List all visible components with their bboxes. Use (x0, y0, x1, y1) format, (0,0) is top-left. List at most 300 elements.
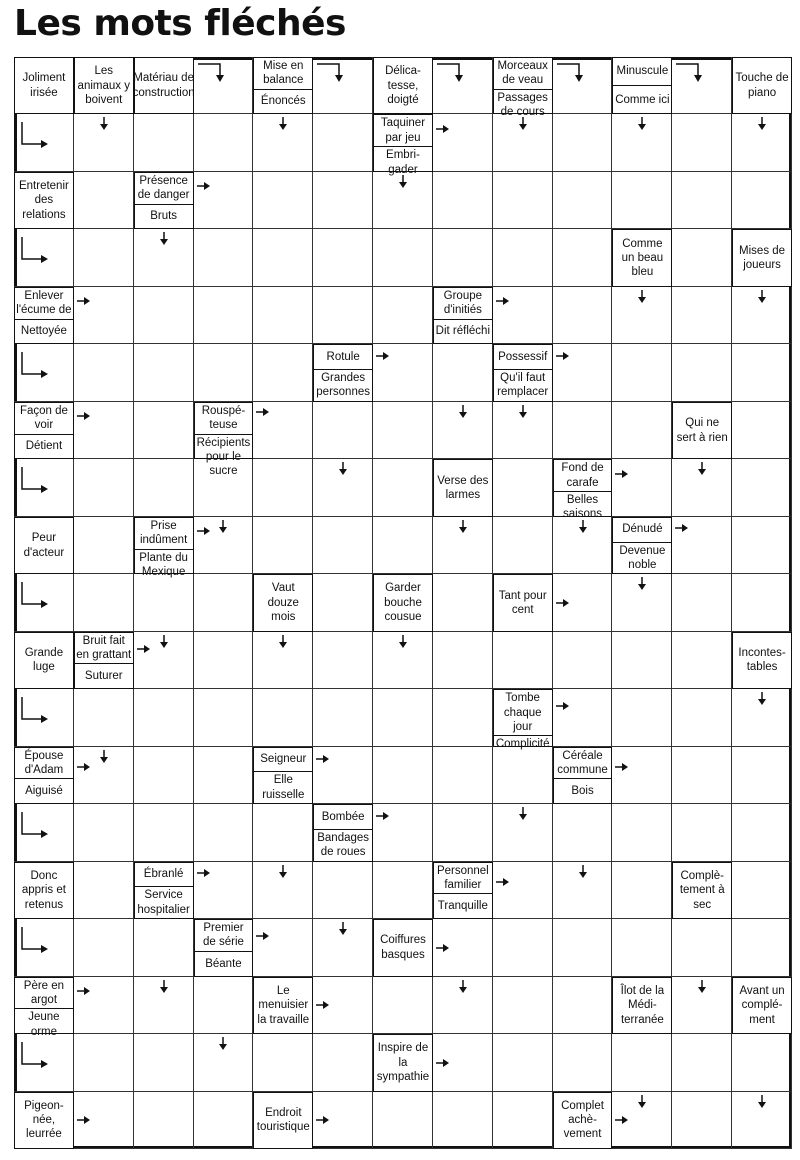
answer-cell[interactable] (553, 287, 613, 344)
right-arrow-icon (256, 931, 270, 941)
clue-cell (74, 632, 134, 689)
answer-cell[interactable] (553, 977, 613, 1034)
answer-cell[interactable] (612, 172, 672, 229)
answer-cell[interactable] (134, 1092, 194, 1149)
answer-cell[interactable] (672, 287, 732, 344)
answer-cell[interactable] (672, 747, 732, 804)
down-arrow-icon (159, 232, 169, 246)
clue-text: Présence de danger (137, 174, 190, 202)
clue-cell (14, 287, 74, 344)
clue-text: Tombe chaque jour (503, 692, 542, 733)
answer-cell[interactable] (672, 804, 732, 861)
right-arrow-icon (556, 598, 570, 608)
answer-cell[interactable] (194, 977, 254, 1034)
down-arrow-icon (458, 980, 468, 994)
clue-text: Avant un complé-ment (739, 984, 785, 1026)
clue-cell (433, 287, 493, 344)
down-arrow-icon (518, 117, 528, 131)
answer-cell[interactable] (373, 747, 433, 804)
clue-cell (732, 57, 792, 114)
bent-right-arrow-icon (20, 697, 52, 727)
clue-text: Passages de cours (494, 89, 552, 121)
clue-text: Bois (554, 778, 612, 803)
clue-text: Détient (15, 434, 73, 459)
answer-cell[interactable] (672, 1034, 732, 1091)
down-arrow-icon (458, 405, 468, 419)
clue-text: Seigneur (260, 753, 307, 766)
clue-cell (14, 517, 74, 574)
right-arrow-icon (77, 762, 91, 772)
answer-cell[interactable] (373, 402, 433, 459)
right-arrow-icon (316, 754, 330, 764)
right-arrow-icon (376, 811, 390, 821)
right-arrow-icon (316, 1115, 330, 1125)
right-arrow-icon (615, 762, 629, 772)
clue-text: Coiffures basques (380, 934, 426, 961)
clue-cell (14, 977, 74, 1038)
answer-cell[interactable] (253, 517, 313, 574)
clue-cell (134, 172, 194, 229)
clue-cell (134, 517, 194, 578)
answer-cell[interactable] (553, 229, 613, 286)
answer-cell[interactable] (134, 574, 194, 631)
answer-cell[interactable] (612, 747, 672, 804)
clue-text: Céréale commune (557, 749, 608, 777)
clue-text: Verse des larmes (437, 474, 489, 502)
answer-cell[interactable] (313, 1034, 373, 1091)
answer-cell[interactable] (493, 747, 553, 804)
bent-right-arrow-icon (20, 812, 52, 842)
down-arrow-icon (757, 290, 767, 304)
answer-cell[interactable] (732, 862, 792, 919)
answer-cell[interactable] (612, 1034, 672, 1091)
answer-cell[interactable] (553, 114, 613, 171)
answer-cell[interactable] (134, 402, 194, 459)
answer-cell[interactable] (732, 747, 792, 804)
bent-right-arrow-icon (20, 352, 52, 382)
right-arrow-icon (675, 523, 689, 533)
clue-cell (732, 977, 792, 1034)
clue-text: Îlot de la Médi-terranée (620, 984, 665, 1026)
answer-cell[interactable] (253, 287, 313, 344)
answer-cell[interactable] (313, 689, 373, 746)
right-arrow-icon (77, 986, 91, 996)
answer-cell[interactable] (553, 689, 613, 746)
bent-right-arrow-icon (20, 927, 52, 957)
answer-cell[interactable] (732, 517, 792, 574)
clue-text: Mise en balance (263, 60, 304, 87)
down-arrow-icon (218, 520, 228, 534)
clue-cell (14, 1092, 74, 1149)
answer-cell[interactable] (194, 574, 254, 631)
answer-cell[interactable] (313, 114, 373, 171)
clue-cell (14, 57, 74, 114)
clue-cell (612, 977, 672, 1034)
answer-cell[interactable] (612, 689, 672, 746)
clue-cell (373, 114, 433, 176)
clue-text: Comme ici (613, 85, 671, 113)
answer-cell[interactable] (194, 747, 254, 804)
answer-cell[interactable] (134, 114, 194, 171)
answer-cell[interactable] (134, 919, 194, 976)
right-arrow-icon (615, 1115, 629, 1125)
answer-cell[interactable] (672, 229, 732, 286)
clue-text: Plante du Mexique (135, 549, 193, 581)
answer-cell[interactable] (433, 344, 493, 401)
down-arrow-icon (159, 635, 169, 649)
answer-cell[interactable] (313, 402, 373, 459)
down-arrow-icon (697, 980, 707, 994)
bent-right-arrow-icon (20, 467, 52, 497)
clue-cell (732, 229, 792, 286)
right-arrow-icon (197, 181, 211, 191)
answer-cell[interactable] (732, 574, 792, 631)
clue-cell (194, 402, 254, 478)
down-arrow-icon (757, 692, 767, 706)
clue-text: Endroit touristique (256, 1106, 310, 1134)
clue-text: Comme un beau bleu (621, 237, 664, 279)
answer-cell[interactable] (74, 344, 134, 401)
down-arrow-icon (218, 1037, 228, 1051)
clue-text: Elle ruisselle (254, 771, 312, 803)
answer-cell[interactable] (672, 632, 732, 689)
bent-down-arrow-icon (676, 62, 708, 84)
answer-cell[interactable] (553, 804, 613, 861)
clue-text: Minuscule (616, 65, 669, 78)
answer-cell[interactable] (612, 344, 672, 401)
answer-cell[interactable] (313, 574, 373, 631)
bent-right-arrow-icon (20, 582, 52, 612)
answer-cell[interactable] (74, 804, 134, 861)
clue-cell (493, 689, 553, 751)
answer-cell[interactable] (493, 632, 553, 689)
right-arrow-icon (137, 644, 151, 654)
answer-cell[interactable] (74, 172, 134, 229)
right-arrow-icon (496, 877, 510, 887)
answer-cell[interactable] (253, 344, 313, 401)
down-arrow-icon (697, 462, 707, 476)
bent-down-arrow-icon (198, 62, 230, 84)
bent-right-arrow-icon (20, 1042, 52, 1072)
down-arrow-icon (338, 462, 348, 476)
answer-cell[interactable] (553, 402, 613, 459)
clue-cell (493, 574, 553, 631)
clue-cell (612, 57, 672, 114)
down-arrow-icon (637, 117, 647, 131)
answer-cell[interactable] (373, 459, 433, 516)
clue-text: Complet achè-vement (561, 1099, 604, 1141)
answer-cell[interactable] (493, 517, 553, 574)
answer-cell[interactable] (493, 977, 553, 1034)
bent-down-arrow-icon (557, 62, 589, 84)
clue-cell (373, 1034, 433, 1091)
answer-cell[interactable] (253, 459, 313, 516)
answer-cell[interactable] (672, 574, 732, 631)
answer-cell[interactable] (732, 344, 792, 401)
answer-cell[interactable] (553, 632, 613, 689)
down-arrow-icon (518, 405, 528, 419)
answer-cell[interactable] (194, 229, 254, 286)
clue-cell (74, 57, 134, 114)
answer-cell[interactable] (732, 459, 792, 516)
answer-cell[interactable] (732, 919, 792, 976)
right-arrow-icon (556, 351, 570, 361)
answer-cell[interactable] (493, 459, 553, 516)
clue-text: Bombée (321, 810, 365, 823)
clue-text: Ébranlé (143, 868, 184, 881)
clue-cell (553, 1092, 613, 1149)
clue-cell (14, 632, 74, 689)
answer-cell[interactable] (74, 689, 134, 746)
answer-cell[interactable] (194, 1092, 254, 1149)
down-arrow-icon (757, 117, 767, 131)
clue-text: Bruit fait en grattant (76, 634, 132, 662)
answer-cell[interactable] (612, 804, 672, 861)
down-arrow-icon (398, 635, 408, 649)
answer-cell[interactable] (732, 172, 792, 229)
clue-text: Prise indûment (139, 519, 188, 547)
clue-text: Qui ne sert à rien (676, 417, 728, 444)
answer-cell[interactable] (253, 229, 313, 286)
clue-cell (313, 804, 373, 861)
clue-cell (732, 632, 792, 689)
clue-cell (194, 919, 254, 976)
clue-cell (493, 57, 553, 119)
clue-text: Jeune orme (15, 1008, 73, 1040)
right-arrow-icon (436, 943, 450, 953)
answer-cell[interactable] (553, 172, 613, 229)
clue-cell (433, 862, 493, 919)
answer-cell[interactable] (74, 574, 134, 631)
answer-cell[interactable] (493, 1092, 553, 1149)
answer-cell[interactable] (134, 287, 194, 344)
answer-cell[interactable] (134, 689, 194, 746)
answer-cell[interactable] (134, 459, 194, 516)
clue-cell (14, 862, 74, 919)
answer-cell[interactable] (253, 804, 313, 861)
answer-cell[interactable] (194, 114, 254, 171)
down-arrow-icon (338, 922, 348, 936)
down-arrow-icon (278, 635, 288, 649)
clue-cell (134, 862, 194, 919)
answer-cell[interactable] (134, 1034, 194, 1091)
answer-cell[interactable] (194, 287, 254, 344)
bent-down-arrow-icon (317, 62, 349, 84)
clue-text: Père en argot (23, 979, 65, 1006)
answer-cell[interactable] (433, 1092, 493, 1149)
clue-cell (373, 919, 433, 976)
answer-cell[interactable] (134, 344, 194, 401)
clue-cell (14, 172, 74, 229)
clue-text: Délica-tesse, doigté (385, 65, 421, 106)
clue-cell (373, 574, 433, 631)
clue-text: Nettoyée (15, 319, 73, 344)
answer-cell[interactable] (672, 1092, 732, 1149)
answer-cell[interactable] (194, 689, 254, 746)
answer-cell[interactable] (373, 977, 433, 1034)
clue-cell (134, 57, 194, 114)
right-arrow-icon (77, 411, 91, 421)
clue-text: Bruts (135, 204, 193, 229)
answer-cell[interactable] (433, 804, 493, 861)
answer-cell[interactable] (74, 1034, 134, 1091)
down-arrow-icon (159, 980, 169, 994)
clue-text: Possessif (498, 351, 548, 364)
answer-cell[interactable] (194, 344, 254, 401)
down-arrow-icon (99, 117, 109, 131)
clue-cell (253, 977, 313, 1034)
clue-text: Matériau de construction (132, 72, 195, 99)
clue-text: Tant pour cent (498, 589, 547, 616)
answer-cell[interactable] (612, 919, 672, 976)
clue-cell (553, 459, 613, 521)
clue-text: Joliment irisée (22, 72, 66, 99)
clue-text: Incontes-tables (738, 647, 786, 674)
answer-cell[interactable] (553, 919, 613, 976)
answer-cell[interactable] (672, 172, 732, 229)
clue-text: Façon de voir (19, 404, 68, 432)
answer-cell[interactable] (493, 172, 553, 229)
clue-text: Embri-gader (374, 146, 432, 178)
answer-cell[interactable] (373, 229, 433, 286)
clue-cell (612, 229, 672, 286)
clue-cell (612, 517, 672, 574)
answer-cell[interactable] (74, 862, 134, 919)
clue-cell (373, 57, 433, 114)
clue-text: Bandages de roues (314, 829, 372, 861)
clue-cell (672, 402, 732, 459)
clue-text: Belles saisons (554, 491, 612, 523)
answer-cell[interactable] (313, 517, 373, 574)
clue-text: Premier de série (202, 922, 244, 949)
clue-text: Personnel familier (436, 864, 489, 891)
down-arrow-icon (278, 117, 288, 131)
answer-cell[interactable] (493, 862, 553, 919)
clue-text: Énoncés (254, 89, 312, 114)
answer-cell[interactable] (253, 172, 313, 229)
answer-cell[interactable] (672, 919, 732, 976)
down-arrow-icon (637, 577, 647, 591)
answer-cell[interactable] (194, 632, 254, 689)
answer-cell[interactable] (373, 689, 433, 746)
clue-text: Complicité (494, 735, 552, 752)
answer-cell[interactable] (313, 862, 373, 919)
clue-text: Rotule (326, 351, 360, 364)
answer-cell[interactable] (313, 287, 373, 344)
answer-cell[interactable] (373, 287, 433, 344)
bent-right-arrow-icon (20, 237, 52, 267)
down-arrow-icon (757, 1095, 767, 1109)
answer-cell[interactable] (134, 747, 194, 804)
clue-text: Les animaux y boivent (77, 65, 130, 106)
right-arrow-icon (376, 351, 390, 361)
clue-cell (672, 862, 732, 919)
answer-cell[interactable] (433, 229, 493, 286)
answer-cell[interactable] (553, 1034, 613, 1091)
clue-cell (493, 344, 553, 401)
answer-cell[interactable] (493, 1034, 553, 1091)
clue-text: Devenue noble (613, 542, 671, 574)
answer-cell[interactable] (433, 747, 493, 804)
clue-text: Taquiner par jeu (380, 117, 426, 144)
answer-cell[interactable] (672, 344, 732, 401)
bent-right-arrow-icon (20, 122, 52, 152)
page-title: Les mots fléchés (14, 3, 346, 44)
answer-cell[interactable] (74, 459, 134, 516)
answer-cell[interactable] (612, 632, 672, 689)
right-arrow-icon (197, 526, 211, 536)
right-arrow-icon (197, 868, 211, 878)
answer-cell[interactable] (313, 172, 373, 229)
clue-text: Touche de piano (735, 72, 789, 99)
clue-text: Morceaux de veau (497, 60, 548, 87)
clue-text: Récipients pour le sucre (195, 434, 253, 480)
answer-cell[interactable] (74, 229, 134, 286)
clue-text: Béante (195, 951, 253, 976)
clue-text: Enlever l'écume de (16, 289, 72, 317)
clue-text: Garder bouche cousue (384, 582, 422, 624)
clue-text: Entretenir des relations (18, 180, 69, 221)
clue-text: Grandes personnes (314, 369, 372, 401)
answer-cell[interactable] (194, 804, 254, 861)
answer-cell[interactable] (672, 114, 732, 171)
answer-cell[interactable] (672, 689, 732, 746)
clue-text: Tranquille (434, 893, 492, 918)
answer-cell[interactable] (313, 632, 373, 689)
answer-cell[interactable] (433, 689, 493, 746)
answer-cell[interactable] (732, 402, 792, 459)
clue-text: Groupe d'initiés (443, 289, 483, 317)
clue-text: Donc appris et retenus (21, 869, 66, 911)
answer-cell[interactable] (253, 1034, 313, 1091)
answer-cell[interactable] (253, 919, 313, 976)
answer-cell[interactable] (732, 1034, 792, 1091)
clue-cell (253, 574, 313, 631)
right-arrow-icon (256, 407, 270, 417)
answer-cell[interactable] (433, 574, 493, 631)
clue-cell (253, 1092, 313, 1149)
answer-cell[interactable] (253, 689, 313, 746)
answer-cell[interactable] (373, 862, 433, 919)
answer-cell[interactable] (313, 229, 373, 286)
clue-text: Rouspé-teuse (201, 404, 246, 432)
answer-cell[interactable] (493, 229, 553, 286)
answer-cell[interactable] (373, 1092, 433, 1149)
answer-cell[interactable] (732, 804, 792, 861)
answer-cell[interactable] (612, 862, 672, 919)
crossword-grid (14, 57, 792, 1149)
clue-cell (14, 747, 74, 804)
answer-cell[interactable] (74, 919, 134, 976)
answer-cell[interactable] (433, 632, 493, 689)
clue-text: Dit réfléchi (434, 319, 492, 344)
clue-text: Suturer (75, 663, 133, 688)
answer-cell[interactable] (373, 517, 433, 574)
down-arrow-icon (99, 750, 109, 764)
down-arrow-icon (518, 807, 528, 821)
down-arrow-icon (637, 1095, 647, 1109)
answer-cell[interactable] (612, 402, 672, 459)
answer-cell[interactable] (74, 517, 134, 574)
clue-cell (14, 402, 74, 459)
right-arrow-icon (436, 1058, 450, 1068)
answer-cell[interactable] (433, 172, 493, 229)
answer-cell[interactable] (134, 804, 194, 861)
clue-text: Aiguisé (15, 778, 73, 803)
down-arrow-icon (637, 290, 647, 304)
clue-text: Pigeon-née, leurrée (24, 1099, 64, 1141)
answer-cell[interactable] (493, 919, 553, 976)
